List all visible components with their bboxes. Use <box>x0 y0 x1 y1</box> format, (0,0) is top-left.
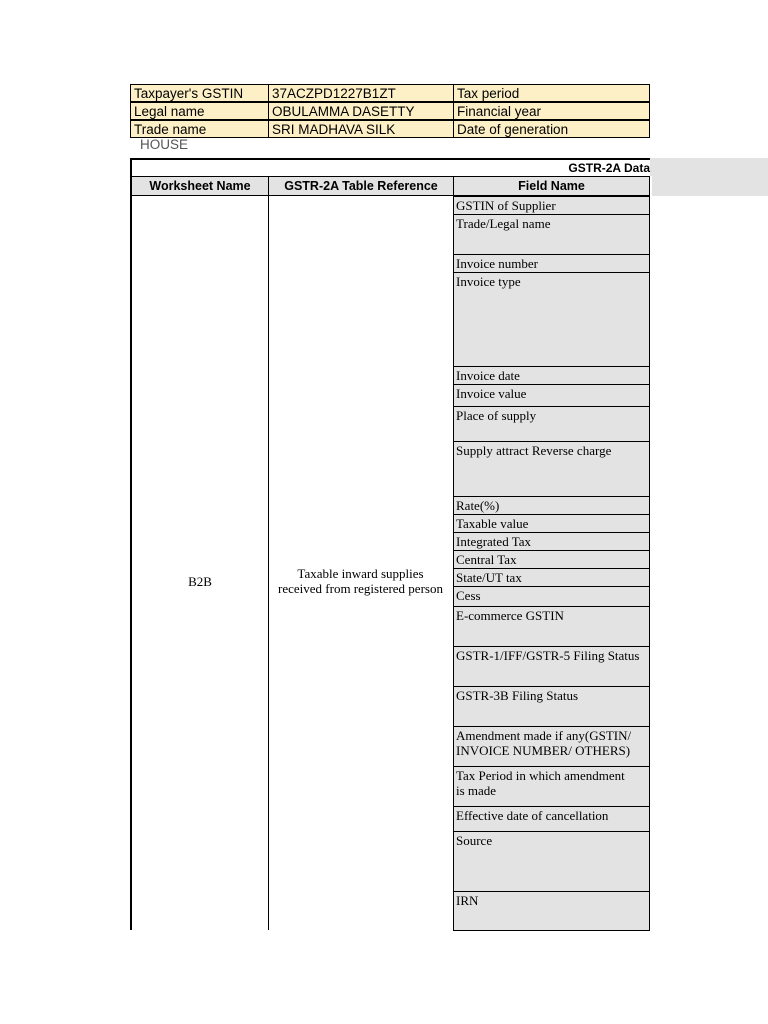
field-irn <box>453 891 650 931</box>
col-field-name: Field Name <box>453 176 650 196</box>
field-gstr1-filing-status <box>453 646 650 687</box>
table-reference-lines: Taxable inward supplies received from registered person <box>278 566 443 596</box>
field-reverse-charge <box>453 441 650 497</box>
field-central-tax <box>453 550 650 569</box>
col-table-reference: GSTR-2A Table Reference <box>268 176 454 196</box>
gstr2a-title-bar <box>130 158 768 176</box>
field-label: Invoice number <box>456 256 538 271</box>
field-rate <box>453 496 650 515</box>
gstr2a-title: GSTR-2A Data <box>568 161 650 175</box>
table-reference-text <box>268 566 453 596</box>
field-label: Invoice value <box>456 386 527 401</box>
field-integrated-tax <box>453 532 650 551</box>
field-label: GSTR-3B Filing Status <box>456 688 579 703</box>
financial-year-label: Financial year <box>453 102 650 120</box>
field-trade-legal-name <box>453 214 650 255</box>
col-worksheet-name: Worksheet Name <box>130 176 269 196</box>
worksheet-column <box>130 196 269 930</box>
field-label: Amendment made if any(GSTIN/ INVOICE NUMBER/ OTHERS) <box>456 728 632 758</box>
field-label: Invoice type <box>456 274 521 289</box>
field-invoice-number <box>453 254 650 273</box>
field-invoice-date <box>453 366 650 385</box>
trade-name-overflow: HOUSE <box>140 137 189 152</box>
legal-name-label: Legal name <box>130 102 269 120</box>
field-label: Cess <box>456 588 481 603</box>
field-label: State/UT tax <box>456 570 522 585</box>
field-source <box>453 831 650 892</box>
field-invoice-type <box>453 272 650 367</box>
field-label: GSTIN of Supplier <box>456 198 556 213</box>
field-label: Effective date of cancellation <box>456 808 609 823</box>
field-label: Supply attract Reverse charge <box>456 443 612 458</box>
trade-name-label: Trade name <box>130 120 269 138</box>
column-header-row <box>130 176 650 196</box>
field-cess <box>453 586 650 607</box>
field-label: GSTR-1/IFF/GSTR-5 Filing Status <box>456 648 640 663</box>
field-label: Place of supply <box>456 408 537 423</box>
tax-period-label: Tax period <box>453 84 650 102</box>
field-taxable-value <box>453 514 650 533</box>
field-ecommerce-gstin <box>453 606 650 647</box>
title-gray-cover <box>650 158 768 176</box>
field-amendment-made <box>453 726 650 767</box>
worksheet-name-b2b: B2B <box>188 574 212 589</box>
field-label: Central Tax <box>456 552 517 567</box>
field-invoice-value <box>453 384 650 407</box>
field-cancellation-date <box>453 806 650 832</box>
field-label: Taxable value <box>456 516 529 531</box>
date-of-generation-label: Date of generation <box>453 120 650 138</box>
field-amendment-tax-period <box>453 766 650 807</box>
trade-name-value: SRI MADHAVA SILK <box>268 120 454 138</box>
field-label: Integrated Tax <box>456 534 532 549</box>
gstin-value: 37ACZPD1227B1ZT <box>268 84 454 102</box>
legal-name-value: OBULAMMA DASETTY <box>268 102 454 120</box>
field-label: IRN <box>456 893 479 908</box>
field-label: E-commerce GSTIN <box>456 608 564 623</box>
taxpayer-header-table <box>130 84 650 138</box>
field-gstr3b-filing-status <box>453 686 650 727</box>
field-label: Source <box>456 833 493 848</box>
reference-column <box>268 196 454 930</box>
field-state-ut-tax <box>453 568 650 587</box>
field-place-of-supply <box>453 406 650 442</box>
field-gstin-of-supplier <box>453 196 650 215</box>
header-row-trade-name <box>130 120 650 138</box>
gstin-label: Taxpayer's GSTIN <box>130 84 269 102</box>
field-label: Invoice date <box>456 368 520 383</box>
field-label: Tax Period in which amendment is made <box>456 768 625 798</box>
field-label: Trade/Legal name <box>456 216 551 231</box>
field-label: Rate(%) <box>456 498 500 513</box>
header-row-gstin <box>130 84 650 102</box>
header-row-legal-name <box>130 102 650 120</box>
